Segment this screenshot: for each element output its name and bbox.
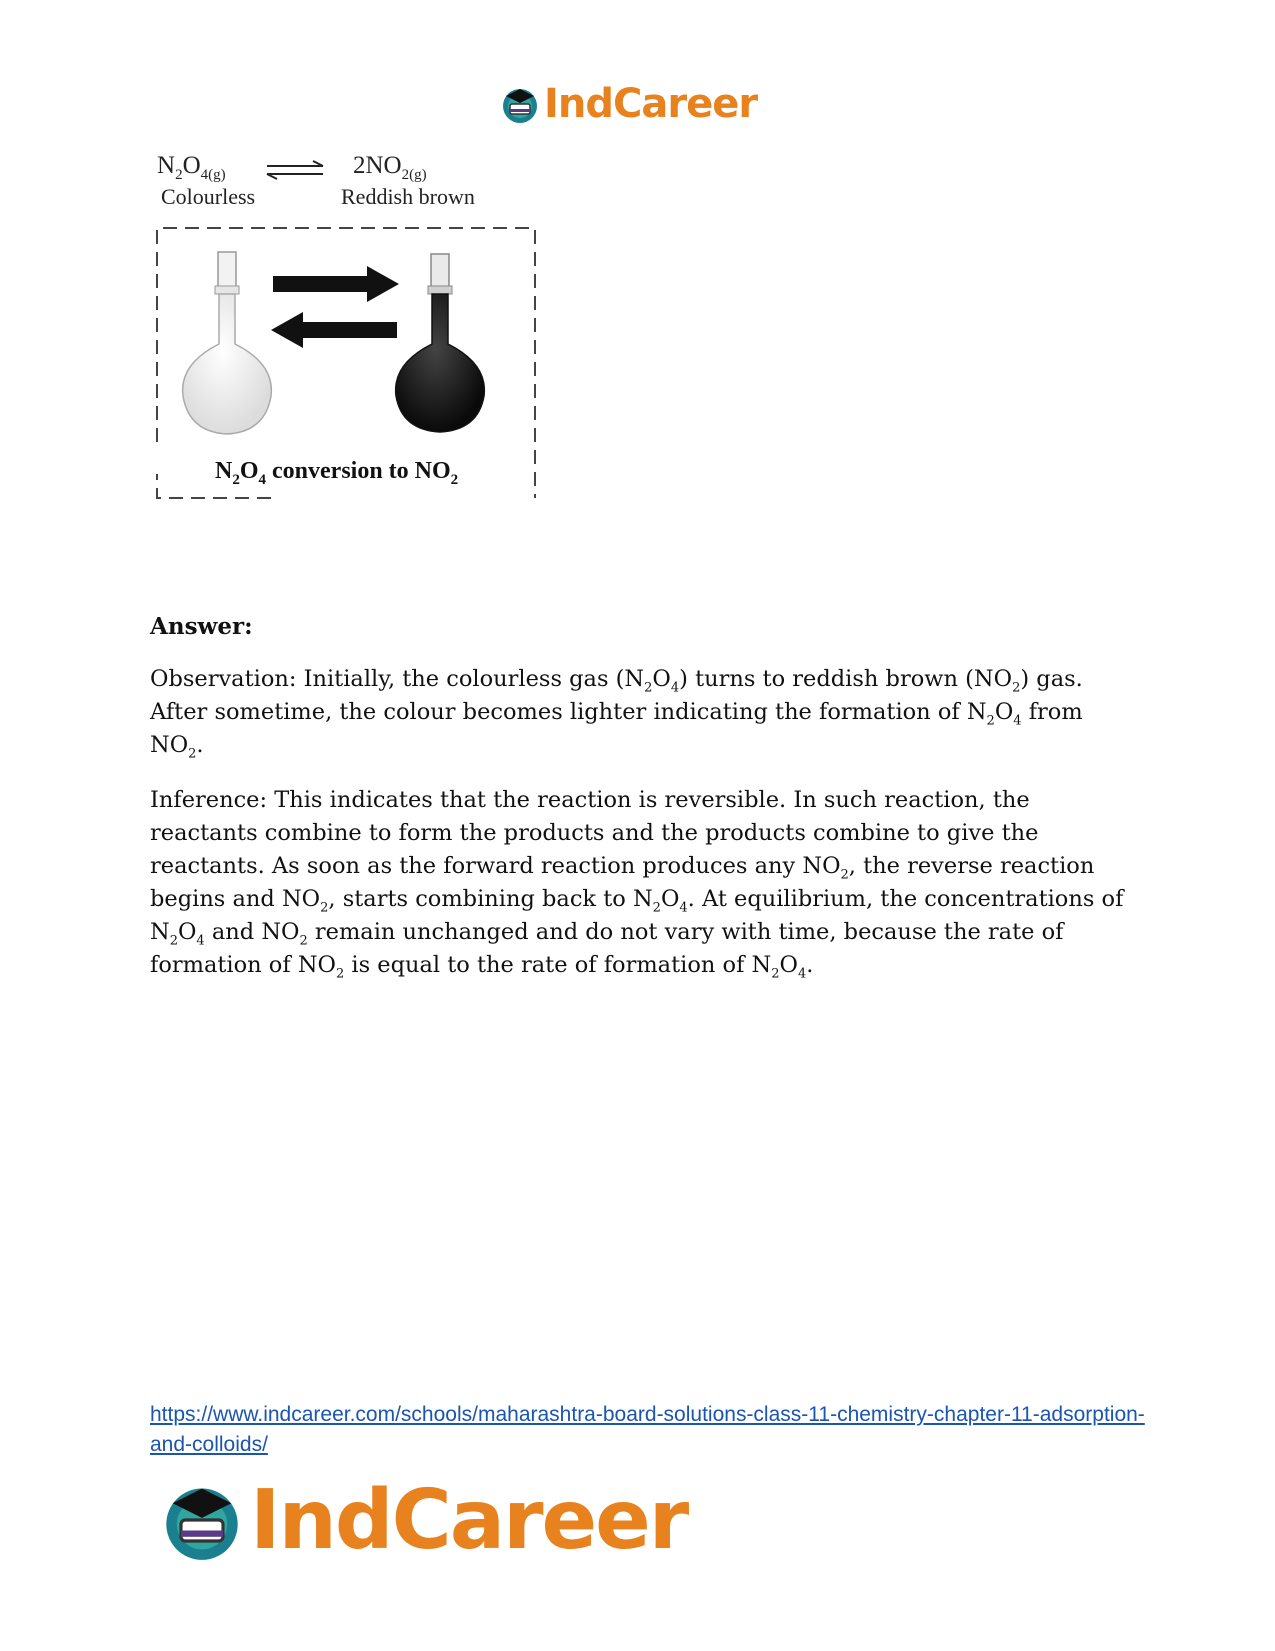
header-logo xyxy=(500,76,757,132)
reactant-label: Colourless xyxy=(161,184,256,209)
graduation-globe-icon xyxy=(500,84,540,124)
reactant-formula: $N_2O_{4(g)}$ xyxy=(157,152,226,183)
answer-section xyxy=(150,610,1130,1004)
colourless-flask-icon xyxy=(183,252,272,434)
product-formula: $2NO_{2(g)}$ xyxy=(353,152,427,183)
observation-paragraph: Observation: Initially, the colourless gas $(N_2O_4)$ turns to reddish brown $(NO_2)$ gas. After sometime, the colour becomes lighter indicating the formation of $N_2O_4$ from $NO_2$. xyxy=(150,666,1083,762)
figure-caption: $N_2O_4$ conversion to $NO_2$ xyxy=(215,458,459,488)
source-link[interactable]: https://www.indcareer.com/schools/maharashtra-board-solutions-class-11-chemistry-chapter-11-adsorption-and-colloids/ xyxy=(150,1403,1145,1456)
product-label: Reddish brown xyxy=(341,184,475,209)
equilibrium-arrow-icon xyxy=(263,158,327,182)
reverse-arrow-icon xyxy=(271,312,397,348)
footer-logo xyxy=(160,1470,687,1570)
reddish-brown-flask-icon xyxy=(396,254,485,432)
forward-arrow-icon xyxy=(273,266,399,302)
answer-heading: Answer: xyxy=(150,613,253,640)
logo-text: IndCareer xyxy=(544,81,758,127)
reaction-figure xyxy=(145,148,545,528)
graduation-globe-icon xyxy=(160,1478,244,1562)
logo-text: IndCareer xyxy=(250,1472,688,1568)
inference-paragraph: Inference: This indicates that the reaction is reversible. In such reaction, the reactants combine to form the products and the products combine to give the reactants. As soon as the forward reaction produces any $NO_2$, the reverse reaction begins and $NO_2$, starts combining back to $N_2O_4$. At equilibrium, the concentrations of $N_2O_4$ and $NO_2$ remain unchanged and do not vary with time, because the rate of formation of $NO_2$ is equal to the rate of formation of $N_2O_4$. xyxy=(150,787,1124,982)
